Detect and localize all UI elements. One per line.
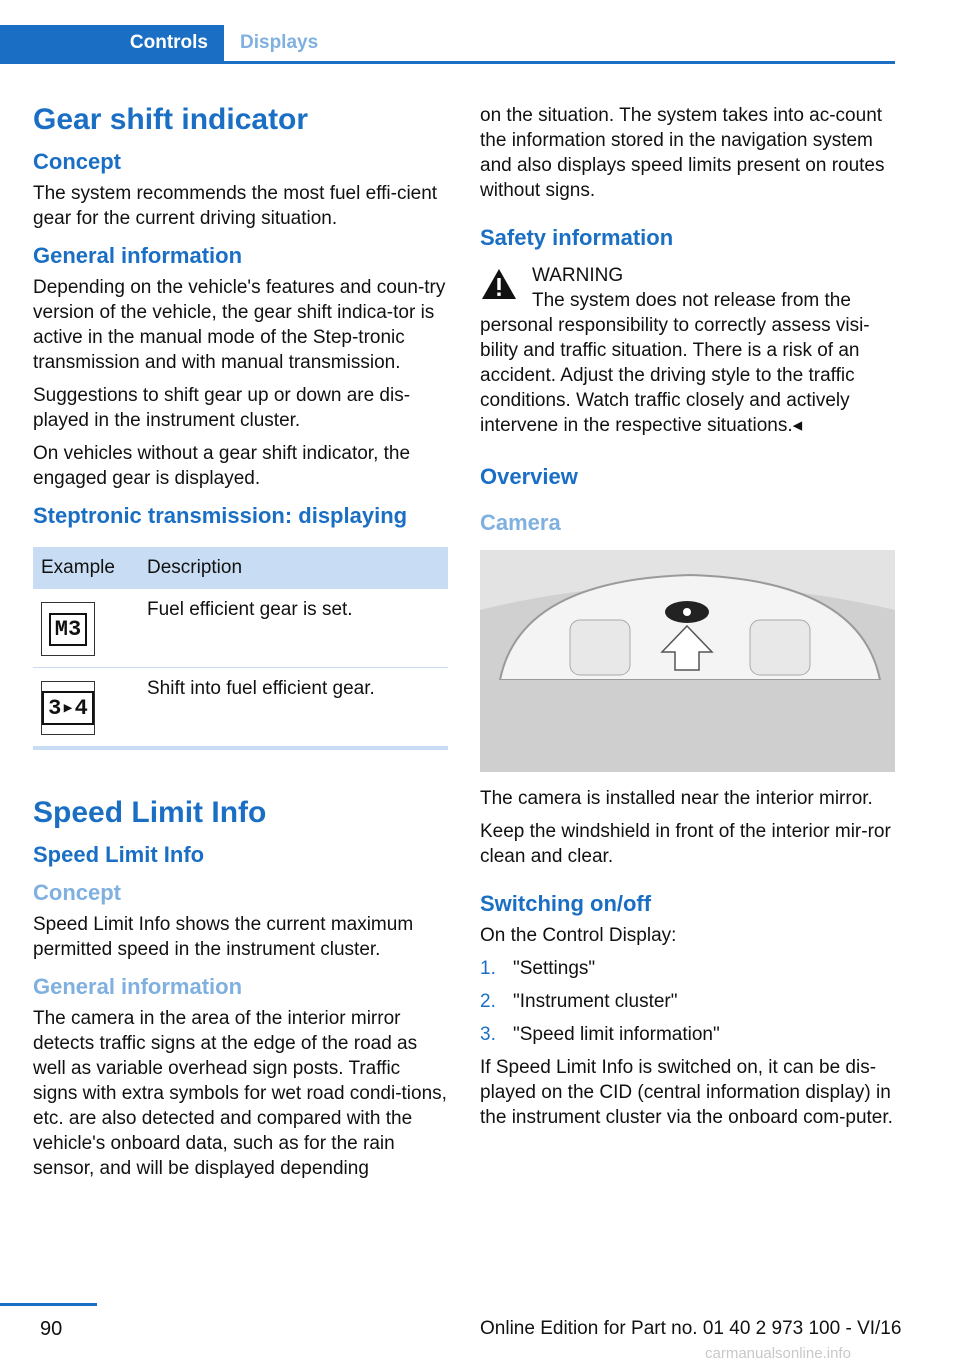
tab-displays[interactable]: Displays <box>240 32 319 53</box>
table-header-description: Description <box>139 547 448 589</box>
list-item <box>480 956 895 981</box>
step-number: 1. <box>480 958 496 979</box>
gear-symbol: M3 <box>49 613 87 646</box>
table-cell-description: Fuel efficient gear is set. <box>139 589 448 668</box>
warning-text: The system does not release from the personal responsibility to correctly assess visi-bility and traffic situation. There is a risk of an accident. Adjust the driving style to the traffic conditions. Watch traffic closely and actively intervene in the respective situations.◂ <box>480 290 870 436</box>
gear-symbol: 3▸4 <box>42 691 94 725</box>
concept-text: The system recommends the most fuel effi-cient gear for the current driving situation. <box>33 183 438 229</box>
footer-divider <box>0 1303 97 1306</box>
warning-label: WARNING <box>532 265 624 286</box>
table-row <box>33 589 448 668</box>
section-title-speed-limit-info: Speed Limit Info <box>33 796 267 829</box>
sli-general-text: The camera in the area of the interior mirror detects traffic signs at the edge of the road as well as variable overhead sign posts. Traffic signs with extra symbols for wet road condi-tions, etc. are also detected and compared with the vehicle's onboard data, such as for the rain sensor, and will be displayed depending <box>33 1008 447 1179</box>
heading-concept: Concept <box>33 149 121 174</box>
heading-switching-on-off: Switching on/off <box>480 891 652 916</box>
page-number: 90 <box>40 1318 63 1340</box>
heading-general-information: General information <box>33 243 243 268</box>
step-text: "Speed limit information" <box>513 1024 720 1045</box>
sli-concept-text: Speed Limit Info shows the current maximum permitted speed in the instrument cluster. <box>33 914 414 960</box>
gear-m3-icon <box>41 602 95 656</box>
heading-steptronic: Steptronic transmission: displaying <box>33 503 408 528</box>
switching-intro: On the Control Display: <box>480 925 677 946</box>
heading-speed-limit-info: Speed Limit Info <box>33 842 205 867</box>
list-item <box>480 1022 895 1047</box>
heading-overview: Overview <box>480 464 578 489</box>
heading-sli-concept: Concept <box>33 880 121 905</box>
step-text: "Settings" <box>513 958 596 979</box>
gear-shift-up-icon <box>41 681 95 735</box>
heading-camera: Camera <box>480 510 561 535</box>
tab-controls[interactable]: Controls <box>0 25 224 61</box>
warning-triangle-icon <box>480 267 518 301</box>
table-header-example: Example <box>33 547 139 589</box>
step-text: "Instrument cluster" <box>513 991 678 1012</box>
list-item <box>480 989 895 1014</box>
heading-sli-general-information: General information <box>33 974 243 999</box>
right-column <box>480 103 895 1138</box>
table-cell-description: Shift into fuel efficient gear. <box>139 668 448 749</box>
camera-paragraph-1: The camera is installed near the interior mirror. <box>480 788 873 809</box>
section-title-gear-shift: Gear shift indicator <box>33 103 309 136</box>
general-paragraph-2: Suggestions to shift gear up or down are dis-played in the instrument cluster. <box>33 385 411 431</box>
switching-text: If Speed Limit Info is switched on, it can be dis-played on the CID (central information display) in the instrument cluster via the onboard com-puter. <box>480 1057 893 1128</box>
edition-text: Online Edition for Part no. 01 40 2 973 100 - VI/16 <box>480 1318 902 1339</box>
continued-text: on the situation. The system takes into ac-count the information stored in the navigation system and also displays speed limits present on routes without signs. <box>480 105 885 201</box>
step-number: 2. <box>480 991 496 1012</box>
steptronic-table <box>33 547 448 750</box>
general-paragraph-1: Depending on the vehicle's features and coun-try version of the vehicle, the gear shift indica-tor is active in the manual mode of the Step-tronic transmission and with manual transmission. <box>33 277 446 373</box>
warning-block <box>480 263 895 438</box>
heading-safety-information: Safety information <box>480 225 674 250</box>
camera-paragraph-2: Keep the windshield in front of the interior mir-ror clean and clear. <box>480 821 891 867</box>
step-number: 3. <box>480 1024 496 1045</box>
table-row <box>33 668 448 749</box>
general-paragraph-3: On vehicles without a gear shift indicator, the engaged gear is displayed. <box>33 443 411 489</box>
left-column <box>33 95 448 1189</box>
steps-list <box>480 956 895 1047</box>
camera-location-image <box>480 550 895 772</box>
watermark: carmanualsonline.info <box>705 1345 851 1362</box>
